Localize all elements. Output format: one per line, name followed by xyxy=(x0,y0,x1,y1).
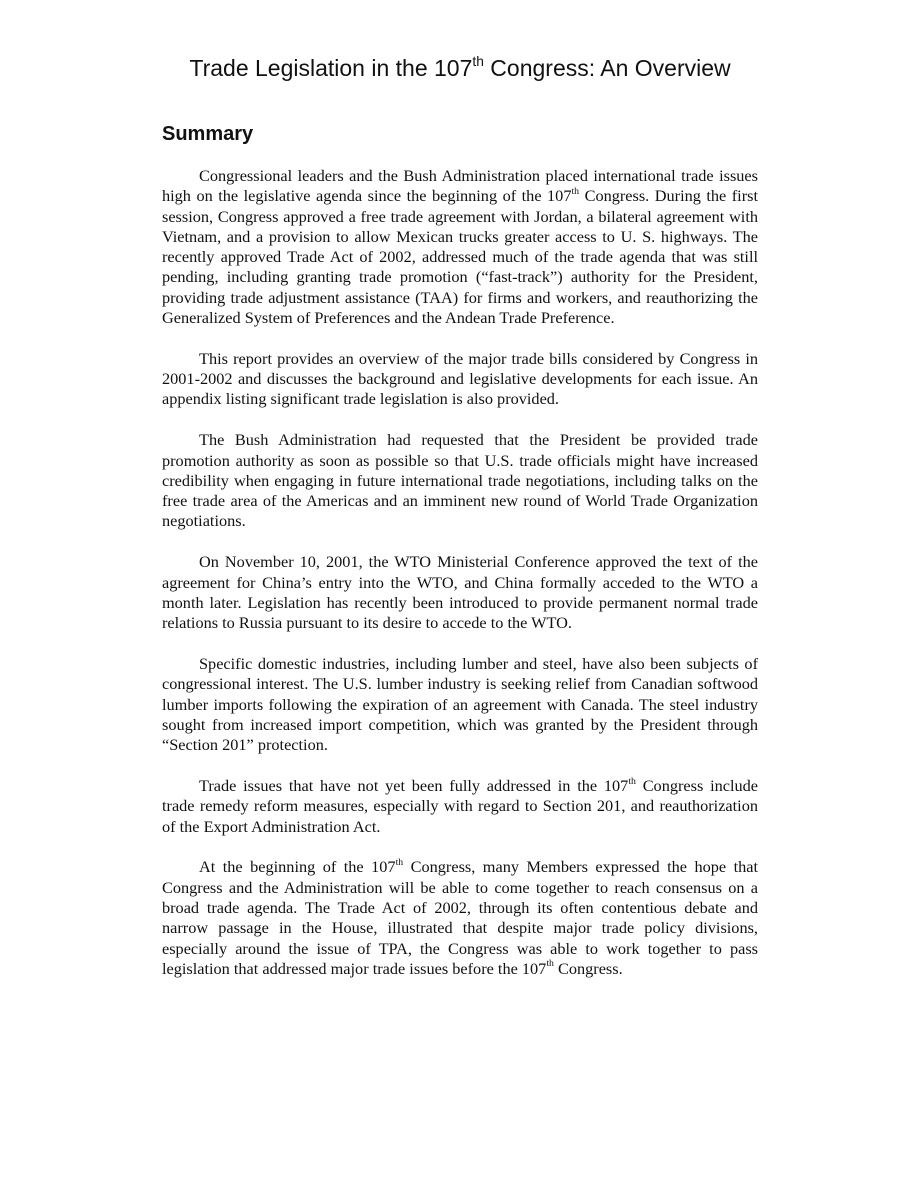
title-text-end: Congress: An Overview xyxy=(483,55,731,81)
paragraph-7-superscript-2: th xyxy=(546,958,554,970)
paragraph-6-text-b: Congress include trade remedy reform measures, especially with regard to Section 201, and reauthorization of the Export Administration Act. xyxy=(162,775,758,836)
title-superscript: th xyxy=(472,53,484,69)
paragraph-1-superscript: th xyxy=(571,185,580,197)
title-text-start: Trade Legislation in the 107 xyxy=(189,55,473,81)
paragraph-6-superscript: th xyxy=(628,775,636,787)
paragraph-5: Specific domestic industries, including lumber and steel, have also been subjects of congressional interest. The U.S. lumber industry is seeking relief from Canadian softwood lumber imports following the expiration of an agreement with Canada. The steel industry sought from increased import competition, which was granted by the President through “Section 201” protection. xyxy=(162,653,758,755)
document-title xyxy=(0,53,920,83)
paragraph-7-text-b: Congress, many Members expressed the hope that Congress and the Administration will be able to come together to reach consensus on a broad trade agenda. The Trade Act of 2002, through its often contentious debate and narrow passage in the House, illustrated that despite major trade policy divisions, especially around the issue of TPA, the Congress was able to work together to pass legislation that addressed major trade issues before the 107 xyxy=(162,857,758,978)
section-heading-summary: Summary xyxy=(162,123,254,145)
paragraph-7 xyxy=(162,857,758,979)
paragraph-6-text-a: Trade issues that have not yet been fully addressed in the 107 xyxy=(199,775,629,795)
paragraph-1-text-b: Congress. During the first session, Congress approved a free trade agreement with Jordan, a bilateral agreement with Vietnam, and a provision to allow Mexican trucks greater access to U. S. highways. The recently approved Trade Act of 2002, addressed much of the trade agenda that was still pending, including granting trade promotion (“fast-track”) authority for the President, providing trade adjustment assistance (TAA) for firms and workers, and reauthorizing the Generalized System of Preferences and the Andean Trade Preference. xyxy=(162,186,758,328)
summary-body xyxy=(162,166,758,1000)
paragraph-1-text-a: Congressional leaders and the Bush Administration placed international trade issues high on the legislative agenda since the beginning of the 107 xyxy=(162,166,758,206)
paragraph-7-text-c: Congress. xyxy=(553,958,623,978)
paragraph-6 xyxy=(162,776,758,837)
paragraph-3: The Bush Administration had requested that the President be provided trade promotion authority as soon as possible so that U.S. trade officials might have increased credibility when engaging in future international trade negotiations, including talks on the free trade area of the Americas and an imminent new round of World Trade Organization negotiations. xyxy=(162,430,758,531)
paragraph-4: On November 10, 2001, the WTO Ministerial Conference approved the text of the agreement for China’s entry into the WTO, and China formally acceded to the WTO a month later. Legislation has recently been introduced to provide permanent normal trade relations to Russia pursuant to its desire to accede to the WTO. xyxy=(162,552,758,633)
paragraph-2: This report provides an overview of the major trade bills considered by Congress in 2001-2002 and discusses the background and legislative developments for each issue. An appendix listing significant trade legislation is also provided. xyxy=(162,348,758,409)
paragraph-7-text-a: At the beginning of the 107 xyxy=(199,857,396,877)
paragraph-7-superscript-1: th xyxy=(395,856,404,868)
paragraph-1 xyxy=(162,166,758,328)
